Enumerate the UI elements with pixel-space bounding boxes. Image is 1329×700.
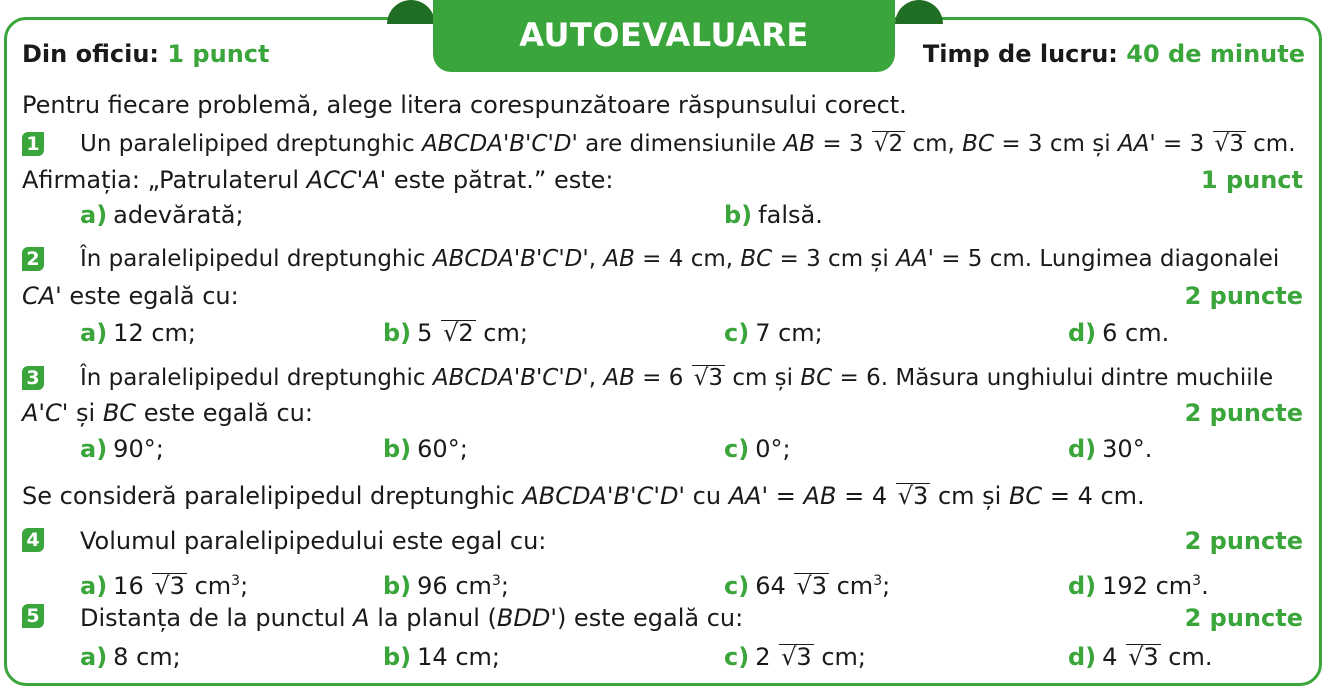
tab-knob-left [387, 0, 435, 24]
question-3-line-2: A'C' și BC este egală cu: [22, 399, 313, 427]
question-4-points: 2 puncte [1184, 527, 1303, 555]
question-2-line-2: CA' este egală cu: [22, 282, 239, 310]
question-2-points: 2 puncte [1184, 282, 1303, 310]
question-number-4: 4 [22, 528, 44, 552]
option-2b[interactable]: b) 5 √2 cm; [383, 319, 528, 347]
option-1a[interactable]: a) adevărată; [80, 201, 244, 229]
option-2c[interactable]: c) 7 cm; [724, 319, 823, 347]
option-3c[interactable]: c) 0°; [724, 435, 791, 463]
page-title: AUTOEVALUARE [519, 16, 809, 54]
option-4b[interactable]: b) 96 $cm^3$; [383, 572, 509, 600]
timp-value: 40 de minute [1126, 40, 1305, 68]
sqrt-icon: √2 [873, 131, 904, 157]
din-oficiu [22, 40, 269, 68]
option-5d[interactable]: d) 4 √3 cm. [1068, 643, 1213, 671]
timp-label: Timp de lucru: [922, 40, 1118, 68]
sqrt-icon: √3 [796, 572, 827, 600]
option-5b[interactable]: b) 14 cm; [383, 643, 500, 671]
question-2-line-1: În paralelipipedul dreptunghic ABCDA'B'C'D', AB = 4 cm, BC = 3 cm și AA' = 5 cm. Lungimea diagonalei [80, 246, 1280, 272]
sqrt-icon: √3 [154, 572, 185, 600]
option-5c[interactable]: c) 2 √3 cm; [724, 643, 867, 671]
din-oficiu-value: 1 punct [167, 40, 270, 68]
option-2a[interactable]: a) 12 cm; [80, 319, 196, 347]
question-number-3: 3 [22, 366, 44, 390]
sqrt-icon: √3 [781, 643, 812, 671]
option-3d[interactable]: d) 30°. [1068, 435, 1153, 463]
option-3b[interactable]: b) 60°; [383, 435, 468, 463]
option-4d[interactable]: d) 192 $cm^3$. [1068, 572, 1209, 600]
sqrt-icon: √2 [443, 319, 474, 347]
option-4c[interactable]: c) 64 √3 $cm^3$; [724, 572, 891, 600]
context-statement: Se consideră paralelipipedul dreptunghic ABCDA'B'C'D' cu AA' = AB = 4 √3 cm și BC = 4 cm. [22, 482, 1145, 510]
question-1-line-2: Afirmația: „Patrulaterul ACC'A' este pătrat.” este: [22, 166, 614, 194]
tab-knob-right [895, 0, 943, 24]
din-oficiu-label: Din oficiu: [22, 40, 160, 68]
instructions: Pentru fiecare problemă, alege litera corespunzătoare răspunsului corect. [22, 91, 907, 119]
option-5a[interactable]: a) 8 cm; [80, 643, 181, 671]
timp-lucru [923, 40, 1305, 68]
question-number-5: 5 [22, 604, 44, 628]
question-3-points: 2 puncte [1184, 399, 1303, 427]
question-1-points: 1 punct [1200, 166, 1303, 194]
question-4-text: Volumul paralelipipedului este egal cu: [80, 527, 547, 555]
option-4a[interactable]: a) 16 √3 $cm^3$; [80, 572, 249, 600]
question-3-line-1: În paralelipipedul dreptunghic ABCDA'B'C'D', AB = 6 √3 cm și BC = 6. Măsura unghiului dintre muchiile [80, 365, 1274, 391]
question-5-text: Distanța de la punctul A la planul (BDD') este egală cu: [80, 604, 744, 632]
sqrt-icon: √3 [693, 365, 723, 391]
question-number-2: 2 [22, 247, 44, 271]
option-1b[interactable]: b) falsă. [724, 201, 823, 229]
option-3a[interactable]: a) 90°; [80, 435, 164, 463]
question-5-points: 2 puncte [1184, 604, 1303, 632]
option-2d[interactable]: d) 6 cm. [1068, 319, 1170, 347]
sqrt-icon: √3 [1214, 131, 1244, 157]
sqrt-icon: √3 [1128, 643, 1159, 671]
sqrt-icon: √3 [897, 482, 929, 510]
question-1-line-1: Un paralelipiped dreptunghic ABCDA'B'C'D' are dimensiunile AB = 3 √2 cm, BC = 3 cm și AA' = 3 √3 cm. [80, 131, 1296, 157]
question-number-1: 1 [22, 132, 44, 156]
